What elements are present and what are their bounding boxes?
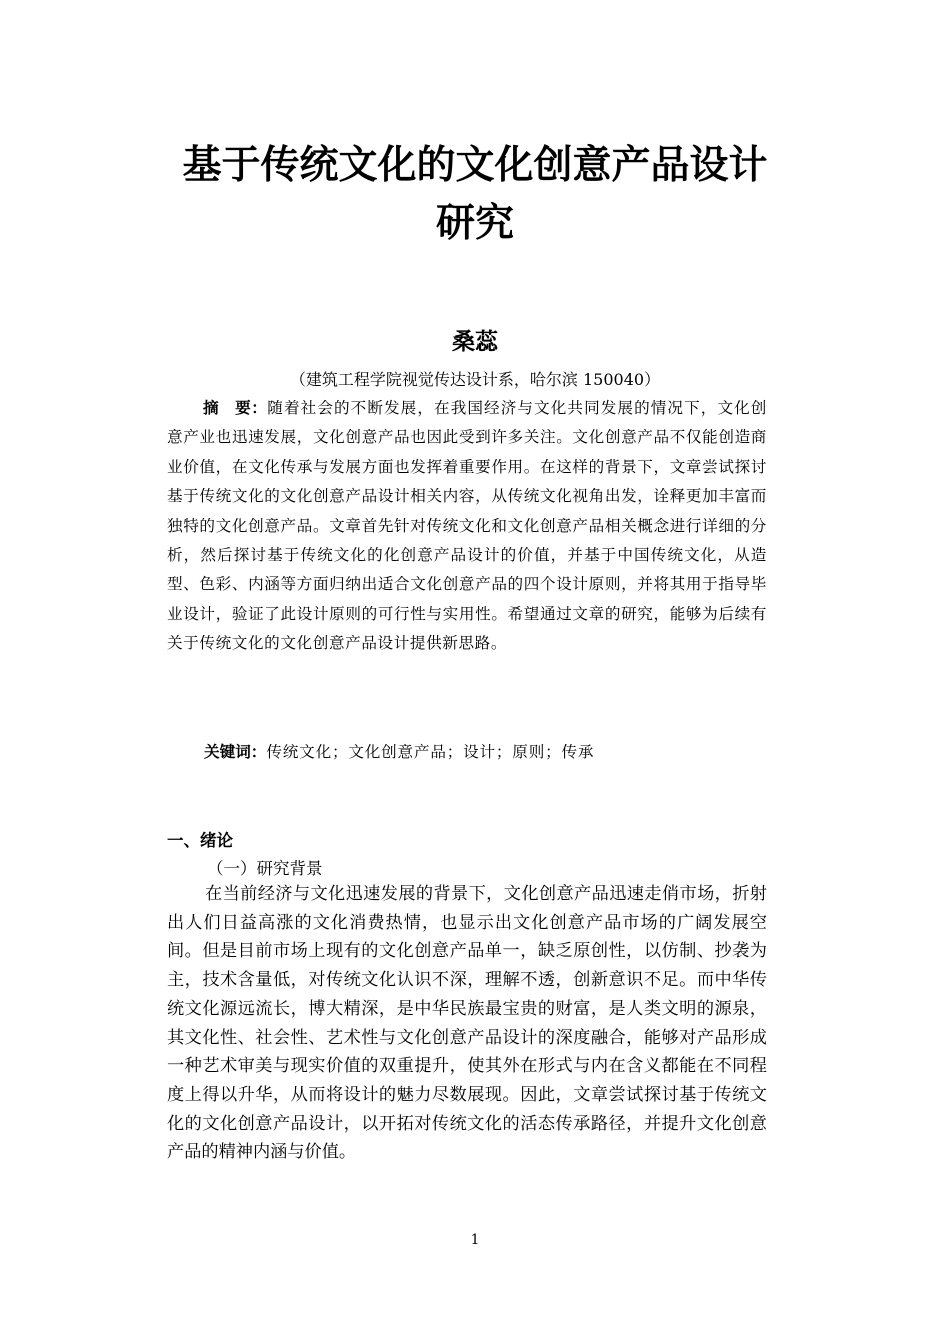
keywords: [204, 738, 774, 767]
subsection-heading-background: （一）研究背景: [207, 859, 323, 878]
abstract-text: 随着社会的不断发展，在我国经济与文化共同发展的情况下，文化创意产业也迅速发展，文化创意产品也因此受到许多关注。文化创意产品不仅能创造商业价值，在文化传承与发展方面也发挥着重要作用。在这样的背景下，文章尝试探讨基于传统文化的文化创意产品设计相关内容，从传统文化视角出发，诠释更加丰富而独特的文化创意产品。文章首先针对传统文化和文化创意产品相关概念进行详细的分析，然后探讨基于传统文化的化创意产品设计的价值，并基于中国传统文化，从造型、色彩、内涵等方面归纳出适合文化创意产品的四个设计原则，并将其用于指导毕业设计，验证了此设计原则的可行性与实用性。希望通过文章的研究，能够为后续有关于传统文化的文化创意产品设计提供新思路。: [167, 399, 767, 653]
abstract-label: 摘 要：: [203, 399, 268, 417]
abstract: [167, 394, 767, 659]
author-name: 桑蕊: [452, 329, 498, 355]
page-number: 1: [470, 1232, 480, 1248]
body-paragraph: 在当前经济与文化迅速发展的背景下，文化创意产品迅速走俏市场，折射出人们日益高涨的文化消费热情，也显示出文化创意产品市场的广阔发展空间。但是目前市场上现有的文化创意产品单一，缺乏原创性，以仿制、抄袭为主，技术含量低，对传统文化认识不深，理解不透，创新意识不足。而中华传统文化源远流长，博大精深，是中华民族最宝贵的财富，是人类文明的源泉，其文化性、社会性、艺术性与文化创意产品设计的深度融合，能够对产品形成一种艺术审美与现实价值的双重提升，使其外在形式与内在含义都能在不同程度上得以升华，从而将设计的魅力尽数展现。因此，文章尝试探讨基于传统文化的文化创意产品设计，以开拓对传统文化的活态传承路径，并提升文化创意产品的精神内涵与价值。: [167, 884, 767, 1163]
keywords-text: 传统文化；文化创意产品；设计；原则；传承: [266, 743, 595, 761]
keywords-label: 关键词：: [204, 743, 267, 761]
paper-title-line-2: 研究: [435, 201, 514, 246]
paper-title-line-1: 基于传统文化的文化创意产品设计: [182, 143, 768, 188]
author-affiliation: （建筑工程学院视觉传达设计系，哈尔滨 150040）: [289, 370, 661, 389]
section-heading-introduction: 一、绪论: [167, 831, 233, 850]
